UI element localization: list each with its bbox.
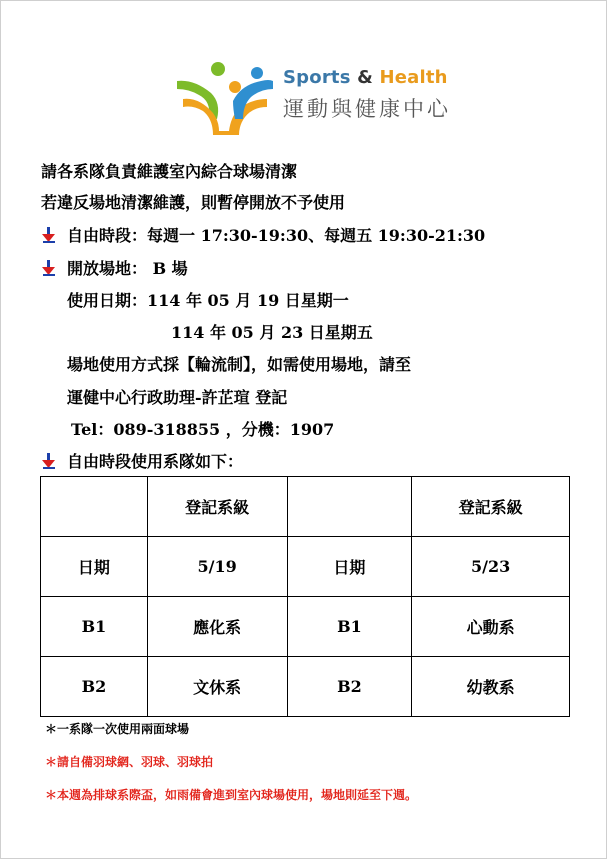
schedule-table xyxy=(40,476,570,717)
table-cell: B2 xyxy=(41,657,148,717)
usage-date-2: 114 年 05 月 23 日星期五 xyxy=(171,323,373,342)
usage-date-1: 使用日期：114 年 05 月 19 日星期一 xyxy=(67,291,349,310)
table-header-cell: 登記系級 xyxy=(412,477,570,537)
sports-health-logo-icon xyxy=(169,59,279,137)
table-row xyxy=(41,477,570,537)
notice-line-1: 請各系隊負責維護室內綜合球場清潔 xyxy=(41,162,298,181)
arrow-bullet-icon xyxy=(41,452,57,470)
arrow-bullet-icon xyxy=(41,259,57,277)
brand-chinese-name: 運動與健康中心 xyxy=(283,97,451,121)
table-row xyxy=(41,537,570,597)
notice-line-2: 若違反場地清潔維護，則暫停開放不予使用 xyxy=(41,193,346,212)
registration-contact: 運健中心行政助理-許芷瑄 登記 xyxy=(67,388,288,407)
free-time-slots: 自由時段：每週一 17:30-19:30、每週五 19:30-21:30 xyxy=(67,226,486,245)
table-cell: 文休系 xyxy=(147,657,287,717)
table-cell: 心動系 xyxy=(412,597,570,657)
table-row xyxy=(41,657,570,717)
table-cell xyxy=(287,477,412,537)
brand-word-sports: Sports xyxy=(283,67,351,88)
table-row xyxy=(41,597,570,657)
table-cell: B1 xyxy=(41,597,148,657)
telephone-info: Tel：089-318855 ，分機：1907 xyxy=(71,420,335,439)
usage-method: 場地使用方式採【輪流制】，如需使用場地，請至 xyxy=(67,355,412,374)
table-cell: B2 xyxy=(287,657,412,717)
table-cell: 應化系 xyxy=(147,597,287,657)
brand-word-health: Health xyxy=(379,67,448,88)
table-cell xyxy=(41,477,148,537)
note-volleyball-cup: ＊本週為排球系際盃，如雨備會進到室內球場使用，場地則延至下週。 xyxy=(45,788,418,802)
note-bring-equipment: ＊請自備羽球網、羽球、羽球拍 xyxy=(45,755,214,769)
team-list-heading: 自由時段使用系隊如下： xyxy=(67,452,244,471)
table-cell: 5/23 xyxy=(412,537,570,597)
brand-english-name xyxy=(283,67,448,88)
table-cell: B1 xyxy=(287,597,412,657)
note-one-team-two-courts: ＊一系隊一次使用兩面球場 xyxy=(45,722,190,736)
table-header-cell: 登記系級 xyxy=(147,477,287,537)
table-cell: 幼教系 xyxy=(412,657,570,717)
table-cell: 日期 xyxy=(287,537,412,597)
arrow-bullet-icon xyxy=(41,226,57,244)
table-cell: 日期 xyxy=(41,537,148,597)
brand-ampersand: & xyxy=(357,67,373,88)
open-venue: 開放場地： B 場 xyxy=(67,259,188,278)
table-cell: 5/19 xyxy=(147,537,287,597)
